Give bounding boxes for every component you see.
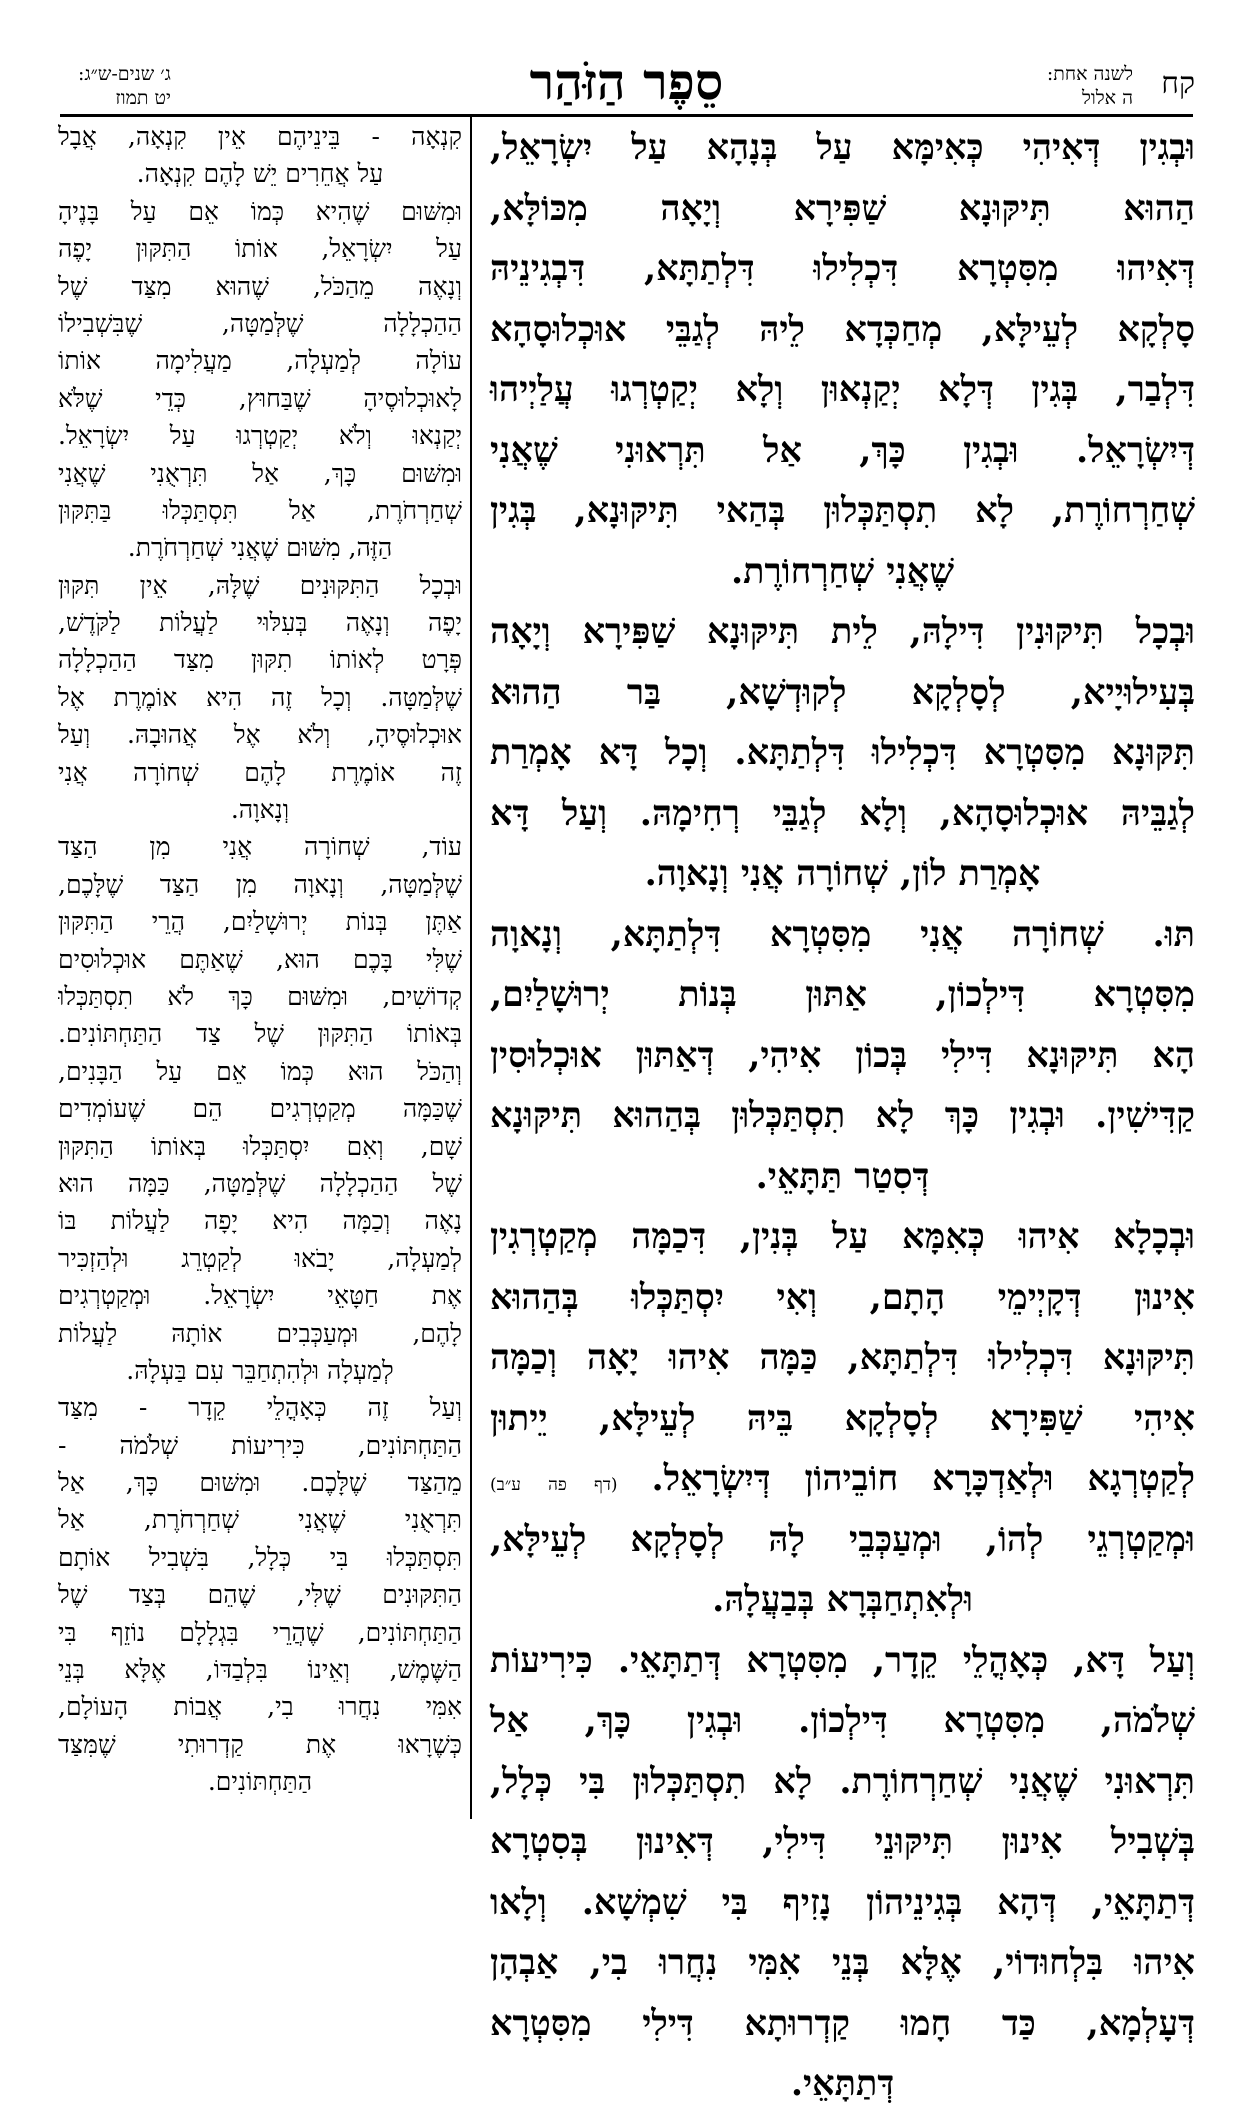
text-line: שְׁלֹמֹה, מִסִּטְרָא דִּילְכוֹן. וּבְגִין כָּךְ, אַל xyxy=(490,1700,1195,1741)
text-line: דְּתַתָּאֵי. xyxy=(790,2063,895,2104)
page-number: קח xyxy=(1161,66,1195,101)
translation-line: יָפֶה וְנָאֶה בְּעִלּוּי לַעֲלוֹת לַקֹּדֶשׁ, xyxy=(58,608,462,638)
translation-line: וּבְכָל הַתִּקּוּנִים שֶׁלָּהּ, אֵין תִּקּוּן xyxy=(58,570,462,600)
text-line: דְּאִיהוּ מִסִּטְרָא דִּכְלִילוּ דִּלְתַתָּא, דִּבְגִינֵיהּ xyxy=(490,248,1195,289)
header-left-line1: ג׳ שנים-ש״ג: xyxy=(78,63,171,85)
text-line: אִיהוּ בִּלְחוּדוֹי, אֶלָּא בְּנֵי אִמִּי נִחֲרוּ בִי, אַבְהָן xyxy=(490,1942,1195,1983)
translation-line: עוֹד, שְׁחוֹרָה אֲנִי מִן הַצַּד xyxy=(58,832,462,862)
translation-line: כְּשֶׁרָאוּ אֶת קַדְרוּתִי שֶׁמִּצַּד xyxy=(58,1729,462,1759)
translation-line: וְהַכֹּל הוּא כְּמוֹ אֵם עַל הַבָּנִים, xyxy=(58,1056,462,1086)
translation-line: קִנְאָה - בֵּינֵיהֶם אֵין קִנְאָה, אֲבָל xyxy=(58,122,462,151)
text-line: דְּיִשְׂרָאֵל. וּבְגִין כָּךְ, אַל תִּרְאוּנִי שֶׁאֲנִי xyxy=(490,429,1195,471)
header-right-line1: לשנה אחת: xyxy=(1046,63,1133,85)
text-line: אִיהִי שַׁפִּירָא לְסָלְקָא בֵּיהּ לְעֵילָּא, יֵיתוּן xyxy=(490,1397,1195,1439)
text-line: קַדִּישִׁין. וּבְגִין כָּךְ לָא תִסְתַּכְּלוּן בְּהַהוּא תִּיקּוּנָא xyxy=(490,1095,1195,1136)
text-line: בְּשְׁבִיל אִינוּן תִּיקּוּנֵי דִּילִי, דְּאִינוּן בְּסִטְרָא xyxy=(490,1821,1195,1862)
text-line: וְעַל דָּא, כְּאָהֳלֵי קֵדָר, מִסִּטְרָא דְּתַתָּאֵי. כִּירִיעוֹת xyxy=(490,1639,1195,1681)
aramaic-text-column xyxy=(490,118,1196,2104)
translation-line: שֶׁלְּמַטָּה, וְנָאוָה מִן הַצַּד שֶׁלָּכֶם, xyxy=(58,869,462,899)
translation-line: שֶׁל הַהַכְלָלָה שֶׁלְּמַטָּה, כַּמָּה הוּא xyxy=(58,1168,462,1198)
text-line: סָלְקָא לְעֵילָּא, מְחַכְּדָא לֵיהּ לְגַבֵּי אוּכְלוּסָהָא xyxy=(490,308,1195,350)
text-line: דְּסִטַר תַּתָּאֵי. xyxy=(755,1155,930,1197)
translation-line: נָאֶה וְכַמָּה הִיא יָפָה לַעֲלוֹת בּוֹ xyxy=(58,1206,462,1236)
text-line: תּוּ. שְׁחוֹרָה אֲנִי מִסִּטְרָא דִּלְתַתָּא, וְנָאוָה xyxy=(490,913,1195,955)
text-line: הָא תִּיקּוּנָא דִּילִי בְּכוֹן אִיהִי, דְּאַתּוּן אוּכְלוּסִין xyxy=(490,1034,1195,1076)
text-line: וּמְקַטְרְגֵי לְהוֹ, וּמְעַכְּבֵי לָהּ לְסָלְקָא לְעֵילָּא, xyxy=(490,1518,1195,1560)
translation-line: שֶׁלְּמַטָּה. וְכָל זֶה הִיא אוֹמֶרֶת אֶל xyxy=(58,682,462,712)
translation-line: הַהַכְלָלָה שֶׁלְּמַטָּה, שֶׁבִּשְׁבִילוֹ xyxy=(58,308,462,338)
translation-line: וְנָאוָה. xyxy=(230,795,290,825)
text-line: מִסִּטְרָא דִּילְכוֹן, אַתּוּן בְּנוֹת יְרוּשָׁלַיִם, xyxy=(490,974,1195,1015)
text-line: בְּעִילוּיָיא, לְסָלְקָא לְקוּדְשָׁא, בַּר הַהוּא xyxy=(490,671,1195,713)
text-line: אִינוּן דְּקָיְימֵי הָתָם, וְאִי יִסְתַּכְּלוּ בְּהַהוּא xyxy=(490,1276,1195,1318)
text-line: וּבְכָל תִּיקּוּנִין דִּילָהּ, לֵית תִּיקּוּנָא שַׁפִּירָא וְיָאָה xyxy=(490,611,1195,652)
text-line: וּבְכָלָא אִיהוּ כְּאִמָּא עַל בְּנִין, דִּכַמָּה מְקַטְרְגִין xyxy=(490,1216,1195,1257)
translation-line: אוּכְלוּסֶיהָ, וְלֹא אֶל אֲהוּבָהּ. וְעַל xyxy=(58,720,462,750)
translation-line: אִמִּי נִחֲרוּ בִי, אֲבוֹת הָעוֹלָם, xyxy=(58,1692,462,1722)
translation-line: יְקַנְאוּ וְלֹא יְקַטְרְגוּ עַל יִשְׂרָאֵל. xyxy=(58,421,462,451)
translation-line: וּמִשּׁוּם כָּךְ, אַל תִּרְאֻנִי שֶׁאֲנִי xyxy=(58,458,462,488)
text-line: דִּלְבַר, בְּגִין דְּלָא יְקַנְאוּן וְלָא יְקַטְרְגוּ עֲלַיְיהוּ xyxy=(490,369,1195,410)
translation-line: אֶת חַטָּאֵי יִשְׂרָאֵל. וּמְקַטְרְגִים xyxy=(58,1281,462,1311)
text-line-with-ref xyxy=(490,1449,1195,1510)
text-line: תִּקּוּנָא מִסִּטְרָא דִּכְלִילוּ דִּלְתַתָּא. וְכָל דָּא אָמְרַת xyxy=(490,732,1195,773)
book-title: סֵפֶר הַזֹּהַר xyxy=(529,52,724,111)
text-line: שֶׁאֲנִי שְׁחַרְחוֹרֶת. xyxy=(730,550,955,592)
text-line: דְּעָלְמָא, כַּד חָמוּ קַדְרוּתָא דִּילִי מִסִּטְרָא xyxy=(490,2002,1195,2044)
translation-line: הַשֶּׁמֶשׁ, וְאֵינוֹ בִּלְבַדּוֹ, אֶלָּא בְּנֵי xyxy=(58,1655,462,1685)
text-line: הַהוּא תִּיקּוּנָא שַׁפִּירָא וְיָאָה מִכּוֹלָּא, xyxy=(490,187,1195,229)
translation-line: שֶׁלִּי בָּכֶם הוּא, שֶׁאַתֶּם אוּכְלוּסִים xyxy=(58,944,462,974)
translation-line: שֶׁכַּמָּה מְקַטְרְגִים הֵם שֶׁעוֹמְדִים xyxy=(58,1094,462,1124)
translation-line: הַתַּחְתּוֹנִים, כִּירִיעוֹת שְׁלֹמֹה - xyxy=(58,1430,462,1460)
text-line: שְׁחַרְחוֹרֶת, לָא תִסְתַּכְּלוּן בְּהַאי תִּיקּוּנָא, בְּגִין xyxy=(490,490,1195,531)
page-reference: (דף פה ע״ב) xyxy=(490,1475,618,1495)
translation-line: הַזֶּה, מִשּׁוּם שֶׁאֲנִי שְׁחַרְחֹרֶת. xyxy=(127,533,393,563)
translation-line: הַתַּחְתּוֹנִים. xyxy=(207,1767,313,1797)
translation-line: שָׁם, וְאִם יִסְתַּכְּלוּ בְּאוֹתוֹ הַתִּקּוּן xyxy=(58,1131,462,1161)
translation-line: לָהֶם, וּמְעַכְּבִים אוֹתָהּ לַעֲלוֹת xyxy=(58,1318,462,1348)
translation-line: לָאוּכְלוּסֶיהָ שֶׁבַּחוּץ, כְּדֵי שֶׁלֹּא xyxy=(58,383,462,413)
translation-line: תִּרְאֻנִי שֶׁאֲנִי שְׁחַרְחֹרֶת, אַל xyxy=(58,1505,462,1535)
translation-line: תִּסְתַּכְּלוּ בִּי כְּלָל, בִּשְׁבִיל אוֹתָם xyxy=(58,1542,462,1572)
text-line: דְּתַתָּאֵי, דְּהָא בְּגִינֵיהוֹן נָזִיף בִּי שִׁמְשָׁא. וְלָאו xyxy=(490,1881,1195,1923)
text-line: וּלְאִתְחַבְּרָא בְּבַעֲלָהּ. xyxy=(712,1579,973,1620)
header-right-line2: ה אלול xyxy=(1081,87,1133,109)
translation-line: עַל יִשְׂרָאֵל, אוֹתוֹ הַתִּקּוּן יָפֶה xyxy=(58,234,462,264)
text-line: תִּרְאוּנִי שֶׁאֲנִי שְׁחַרְחוֹרֶת. לָא תִסְתַּכְּלוּן בִּי כְּלָל, xyxy=(490,1760,1195,1802)
translation-line: קְדוֹשִׁים, וּמִשּׁוּם כָּךְ לֹא תִסְתַּכְּלוּ xyxy=(58,981,462,1011)
text-line: לְגַבֵּיהּ אוּכְלוּסָהָא, וְלָא לְגַבֵּי רְחִימָהּ. וְעַל דָּא xyxy=(490,792,1195,834)
translation-line: מֵהַצַּד שֶׁלָּכֶם. וּמִשּׁוּם כָּךְ, אַל xyxy=(58,1468,462,1498)
header-left-line2: יט תמוז xyxy=(115,87,171,109)
text-line: תִּיקּוּנָא דִּכְלִילוּ דִּלְתַתָּא, כַּמָּה אִיהוּ יָאָה וְכַמָּה xyxy=(490,1337,1195,1378)
translation-line: הַתִּקּוּנִים שֶׁלִּי, שֶׁהֵם בְּצַד שֶׁל xyxy=(58,1580,462,1610)
translation-line: לְמַעְלָה וּלְהִתְחַבֵּר עִם בַּעְלָהּ. xyxy=(126,1355,394,1385)
translation-line: בְּאוֹתוֹ הַתִּקּוּן שֶׁל צַד הַתַּחְתּוֹנִים. xyxy=(58,1019,462,1049)
translation-line: וְעַל זֶה כְּאָהֳלֵי קֵדָר - מִצַּד xyxy=(58,1393,462,1423)
translation-line: וְנָאֶה מֵהַכֹּל, שֶׁהוּא מִצַּד שֶׁל xyxy=(58,271,462,301)
header-divider xyxy=(60,114,1193,117)
translation-line: עַל אֲחֵרִים יֵשׁ לָהֶם קִנְאָה. xyxy=(136,159,384,189)
header-left-date xyxy=(78,62,171,110)
column-divider xyxy=(470,117,472,1819)
translation-line: פְּרָט לְאוֹתוֹ תִקּוּן מִצַּד הַהַכְלָלָה xyxy=(58,645,462,675)
text-line: וּבְגִין דְּאִיהִי כְּאִימָּא עַל בְּנָהָא עַל יִשְׂרָאֵל, xyxy=(490,127,1195,168)
translation-line: הַתַּחְתּוֹנִים, שֶׁהֲרֵי בִּגְלָלָם נוֹזֵף בִּי xyxy=(58,1617,462,1647)
translation-line: שְׁחַרְחֹרֶת, אַל תִּסְתַּכְּלוּ בַּתִּקּוּן xyxy=(58,495,462,525)
translation-line: אַתֶּן בְּנוֹת יְרוּשָׁלַיִם, הֲרֵי הַתִּקּוּן xyxy=(58,907,462,937)
hebrew-translation-column xyxy=(58,118,462,1818)
translation-line: זֶה אוֹמֶרֶת לָהֶם שְׁחוֹרָה אֲנִי xyxy=(58,757,462,787)
translation-line: וּמִשּׁוּם שֶׁהִיא כְּמוֹ אֵם עַל בָּנֶיהָ xyxy=(58,196,462,226)
translation-line: עוֹלָה לְמַעְלָה, מַעֲלִימָה אוֹתוֹ xyxy=(58,346,462,376)
text-fragment: לְקַטְרְגָא וּלְאַדְכָּרָא חוֹבֵיהוֹן דְּיִשְׂרָאֵל. xyxy=(651,1458,1196,1499)
text-line: אָמְרַת לוֹן, שְׁחוֹרָה אֲנִי וְנָאוָה. xyxy=(644,853,1041,894)
translation-line: לְמַעְלָה, יָבֹאוּ לְקַטְרֵג וּלְהַזְכִּיר xyxy=(58,1243,462,1273)
